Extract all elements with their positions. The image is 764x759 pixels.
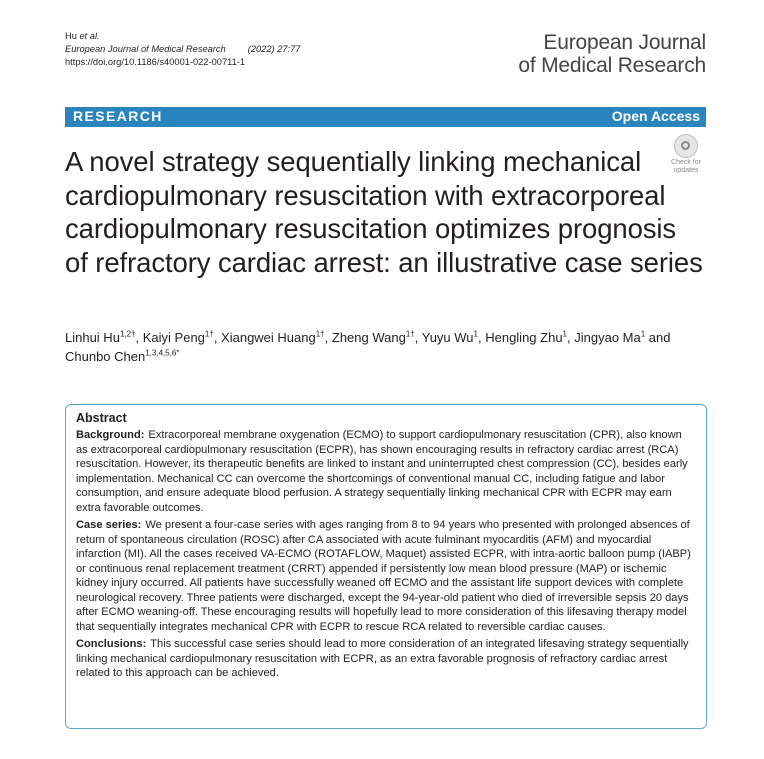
author-name[interactable]: Zheng Wang [331,330,406,345]
journal-logo-line1: European Journal [543,31,706,54]
journal-logo-line2: of Medical Research [518,54,706,77]
open-access-label: Open Access [611,108,700,124]
author-affiliation-mark: 1 [562,329,567,339]
check-for-updates-badge[interactable] [666,134,706,174]
author-affiliation-mark: 1† [405,329,415,339]
abstract-section-text: We present a four-case series with ages ranging from 8 to 94 years who presented with prolonged absences of return of spontaneous circulation (ROSC) after CA associated with acute fulminant myocarditis (AFM) and myocardial infarction (MI). All the cases received VA-ECMO (ROTAFLOW, Maquet) assisted ECPR, with intra-aortic balloon pump (IABP) or continuous renal replacement treatment (CRRT) appended if persistently low mean blood pressure (MAP) or ischemic kidney injury occurred. All patients have successfully weaned off ECMO and the assistant life support devices with complete neurological recovery. Three patients were discharged, except the 94-year-old patient who died of irreversible sepsis 20 days after ECMO weaning-off. These encouraging results will hopefully lead to more consideration of this lifesaving therapy model that sequentially integrates mechanical CPR with ECPR to rescue RCA related to reversible cardiac causes. [76,519,691,633]
journal-citation: European Journal of Medical Research (2022) 27:77 [65,44,301,54]
journal-logo [518,31,706,77]
abstract-section [76,428,696,515]
check-updates-text: Check for updates [671,159,701,174]
author-short: Hu et al. [65,31,100,41]
abstract-section-label: Case series: [76,519,142,531]
author-name[interactable]: Linhui Hu [65,330,120,345]
author-affiliation-mark: 1 [640,329,646,339]
abstract-section [76,637,696,681]
author-separator: and [645,330,671,345]
author-separator: , [213,330,222,345]
abstract-section-label: Background: [76,429,145,441]
citation-block [65,30,300,69]
author-separator: , [567,330,575,345]
author-name[interactable]: Jingyao Ma [574,330,641,345]
author-name[interactable]: Yuyu Wu [421,330,474,345]
abstract-section-text: Extracorporeal membrane oxygenation (ECMO) to support cardiopulmonary resuscitation (CPR), also known as extracorporeal cardiopulmonary resuscitation (ECPR), has shown encouraging results in refractory cardiac arrest (RCA) resuscitation. However, its therapeutic benefits are linked to instant and uninterrupted chest compression (CC), besides early implementation. Mechanical CC can overcome the shortcomings of conventional manual CC, including fatigue and labor consumption, and ensure adequate blood perfusion. A strategy sequentially linking mechanical CPR with ECPR may earn extra favorable outcomes. [76,429,688,514]
author-affiliation-mark: 1† [315,329,325,339]
abstract-section-text: This successful case series should lead to more consideration of an integrated lifesaving strategy sequentially linking mechanical cardiopulmonary resuscitation with ECPR, as an extra favorable prognosis of refractory cardiac arrest related to this approach can be achieved. [76,638,689,679]
doi-link[interactable]: https://doi.org/10.1186/s40001-022-00711-1 [65,57,246,67]
article-title: A novel strategy sequentially linking mechanical cardiopulmonary resuscitation with extracorporeal cardiopulmonary resuscitation optimizes prognosis of refractory cardiac arrest: an illustrative case series [65,146,703,278]
abstract-box [65,404,707,729]
author-affiliation-mark: 1,3,4,5,6* [145,348,180,358]
author-separator: , [135,330,143,345]
article-type-bar [65,107,706,127]
author-affiliation-mark: 1 [473,329,478,339]
author-name[interactable]: Kaiyi Peng [142,330,205,345]
author-separator: , [324,330,332,345]
author-affiliation-mark: 1† [204,329,214,339]
author-separator: , [477,330,486,345]
author-name[interactable]: Chunbo Chen [65,348,146,364]
article-type-label: RESEARCH [73,108,163,124]
author-separator: , [414,330,422,345]
check-updates-icon [674,134,698,158]
abstract-section-label: Conclusions: [76,638,147,650]
abstract-heading: Abstract [76,411,127,425]
author-affiliation-mark: 1,2† [119,329,136,339]
abstract-section [76,518,696,634]
author-name[interactable]: Hengling Zhu [485,330,563,345]
author-name[interactable]: Xiangwei Huang [221,330,316,345]
author-list [65,329,705,366]
abstract-sections [76,428,696,681]
